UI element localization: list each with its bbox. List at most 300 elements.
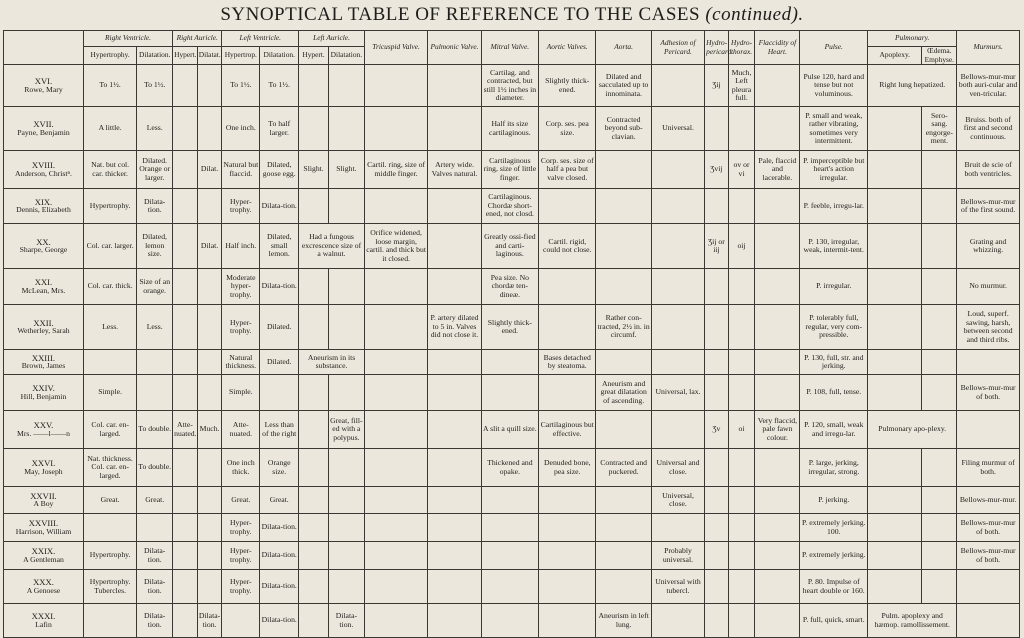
cell-adhesion [651,604,704,638]
cell-la-hypert [299,411,329,449]
cell-apoplexy [868,570,922,604]
table-row [4,449,1020,487]
cell-tricuspid [364,449,428,487]
cell-hydro-pericard [705,375,729,411]
cell-la-dilatation: Great, fill-ed with a polypus. [328,411,364,449]
cell-hydro-pericard [705,305,729,350]
cell-hydro-thorax [728,514,755,542]
cell-hydro-thorax [728,269,755,305]
cell-aortic [539,269,596,305]
cell-pulmonic [428,189,481,224]
cell-flaccidity [755,269,800,305]
cell-ra-dilatat [197,350,222,375]
cell-lv-hypertrop: Hyper-trophy. [222,542,260,570]
cell-hydro-thorax [728,449,755,487]
cell-flaccidity [755,449,800,487]
cell-ra-hypert [173,269,198,305]
case-number: XXVII. [30,490,57,501]
cell-lv-hypertrop: One inch thick. [222,449,260,487]
cell-lv-dilatation: Dilata-tion. [260,570,299,604]
cell-lv-dilatation: Dilated, goose egg. [260,151,299,189]
case-name: Hill, Benjamin [20,391,67,401]
case-number: XXIX. [31,546,56,557]
cell-la-dilatation [328,570,364,604]
cell-mitral: Cartilaginous. Chordæ short-ened, not closd. [481,189,538,224]
cell-hydro-pericard [705,542,729,570]
case-number: XXVI. [31,458,56,469]
cell-lv-dilatation: Dilata-tion. [260,514,299,542]
cell-ra-dilatat: Much. [197,411,222,449]
case-cell [4,151,84,189]
cell-mitral: Cartilaginous ring, size of little finger. [481,151,538,189]
cell-rv-hypertrophy: Col. car. en-larged. [83,411,136,449]
header-left-auricle: Left Auricle. [299,31,365,47]
cell-ra-dilatat [197,189,222,224]
cell-flaccidity [755,305,800,350]
cell-la-hypert: Slight. [299,151,329,189]
table-body [4,65,1020,638]
cell-hydro-pericard [705,604,729,638]
cell-tricuspid: Orifice widened, loose margin, cartil. and thick but it closed. [364,224,428,269]
cell-oedema [922,350,957,375]
cell-la-hypert [299,269,329,305]
header-apoplexy: Apoplexy. [868,47,922,65]
cell-pulmonary: Pulmonary apo-plexy. [868,411,957,449]
cell-rv-dilatation: Dilata-tion. [137,570,173,604]
cell-adhesion [651,411,704,449]
cell-aortic: Corp. ses. pea size. [539,107,596,151]
cell-murmurs: Grating and whizzing. [957,224,1020,269]
cell-la-dilatation: Slight. [328,151,364,189]
cell-rv-dilatation: Size of an orange. [137,269,173,305]
table-row [4,570,1020,604]
cell-la-dilatation [328,514,364,542]
cell-pulse: P. 108, full, tense. [800,375,868,411]
cell-aorta [596,411,651,449]
table-row [4,542,1020,570]
cell-murmurs: Bellows-mur-mur of both. [957,542,1020,570]
case-number: XXXI. [31,611,56,622]
cell-lv-hypertrop: Half inch. [222,224,260,269]
cell-pulse: P. large, jerking, irregular, strong. [800,449,868,487]
page-title [0,4,1024,26]
header-rv-hypertrophy: Hypertrophy. [83,47,136,65]
cell-la-hypert [299,107,329,151]
cell-pulse: P. imperceptible but heart's action irregular. [800,151,868,189]
cell-la-dilatation [328,487,364,514]
cell-la-hypert [299,375,329,411]
cell-flaccidity [755,107,800,151]
cell-mitral: Thickened and opake. [481,449,538,487]
cell-apoplexy [868,449,922,487]
cell-rv-hypertrophy: Great. [83,487,136,514]
case-cell [4,375,84,411]
cell-murmurs [957,350,1020,375]
cell-apoplexy [868,269,922,305]
cell-pulse: P. feeble, irregu-lar. [800,189,868,224]
cell-lv-dilatation: Dilata-tion. [260,269,299,305]
cell-la-hypert [299,514,329,542]
cell-ra-dilatat: Dilata-tion. [197,604,222,638]
cell-flaccidity [755,224,800,269]
table-row [4,224,1020,269]
cell-lv-dilatation: Less than of the right [260,411,299,449]
cell-adhesion [651,350,704,375]
case-cell [4,514,84,542]
cell-la-hypert [299,449,329,487]
cell-aortic [539,487,596,514]
cell-hydro-pericard [705,570,729,604]
header-la-dilatation: Dilatation. [328,47,364,65]
cell-lv-hypertrop: Hyper-trophy. [222,570,260,604]
header-right-auricle: Right Auricle. [173,31,222,47]
cell-murmurs [957,570,1020,604]
cell-ra-dilatat [197,107,222,151]
case-cell [4,224,84,269]
cell-rv-dilatation: Less. [137,305,173,350]
cell-oedema: Sero-sang. engorge-ment. [922,107,957,151]
cell-rv-hypertrophy: Col. car. thick. [83,269,136,305]
cell-aortic [539,570,596,604]
case-name: Dennis, Elizabeth [16,205,71,215]
cell-lv-hypertrop: To 1½. [222,65,260,107]
case-number: XVII. [33,119,54,130]
cell-adhesion [651,514,704,542]
cell-la-hypert [299,189,329,224]
cell-ra-hypert [173,542,198,570]
cell-aortic: Cartil. rigid, could not close. [539,224,596,269]
cell-pulmonic: Artery wide. Valves natural. [428,151,481,189]
cell-mitral: A slit a quill size. [481,411,538,449]
header-murmurs: Murmurs. [957,31,1020,65]
cell-pulmonic [428,107,481,151]
header-ra-dilatat: Dilatat. [197,47,222,65]
table-row [4,375,1020,411]
header-case [4,31,84,65]
cell-lv-hypertrop [222,604,260,638]
cell-pulmonary: Right lung hepatized. [868,65,957,107]
cell-aortic: Bases detached by steatoma. [539,350,596,375]
cell-lv-hypertrop: Great. [222,487,260,514]
cell-lv-dilatation: To 1½. [260,65,299,107]
cell-lv-hypertrop: Natural but flaccid. [222,151,260,189]
cell-tricuspid [364,269,428,305]
header-aorta: Aorta. [596,31,651,65]
cell-tricuspid [364,487,428,514]
cell-mitral: Pea size. No chordæ ten-dineæ. [481,269,538,305]
cell-hydro-thorax [728,305,755,350]
cell-adhesion [651,269,704,305]
header-lv-hypertrop: Hypertrop. [222,47,260,65]
cell-rv-hypertrophy: Hypertrophy. [83,189,136,224]
cell-tricuspid [364,514,428,542]
cell-murmurs: No murmur. [957,269,1020,305]
cell-la-dilatation [328,305,364,350]
cell-tricuspid [364,411,428,449]
cell-oedema [922,189,957,224]
header-flaccidity: Flaccidity of Heart. [755,31,800,65]
cell-murmurs [957,604,1020,638]
cell-rv-hypertrophy [83,604,136,638]
header-left-ventricle: Left Ventricle. [222,31,299,47]
case-name: Rowe, Mary [24,84,63,94]
cell-rv-hypertrophy: Simple. [83,375,136,411]
cell-ra-dilatat [197,65,222,107]
title-text: SYNOPTICAL TABLE OF REFERENCE TO THE CASES [220,4,701,25]
case-name: Payne, Benjamin [17,127,70,137]
cell-lv-hypertrop: One inch. [222,107,260,151]
cell-ra-hypert [173,151,198,189]
case-number: XX. [36,236,51,247]
cell-adhesion: Universal and close. [651,449,704,487]
cell-rv-hypertrophy: Nat. but col. car. thicker. [83,151,136,189]
cell-aorta: Aneurism and great dilatation of ascending. [596,375,651,411]
cell-rv-hypertrophy: Less. [83,305,136,350]
cell-pulmonic [428,375,481,411]
cell-pulmonic [428,449,481,487]
cell-aortic: Cartilaginous but effective. [539,411,596,449]
cell-hydro-pericard [705,269,729,305]
cell-la-dilatation [328,375,364,411]
cell-mitral: Half its size cartilaginous. [481,107,538,151]
cell-murmurs: Bellows-mur-mur of both. [957,514,1020,542]
cell-ra-hypert [173,375,198,411]
cell-ra-dilatat [197,375,222,411]
cell-pulse: P. small and weak, rather vibrating, sometimes very intermittent. [800,107,868,151]
cell-oedema [922,375,957,411]
cell-hydro-thorax [728,350,755,375]
case-number: XXII. [33,317,54,328]
cell-rv-hypertrophy [83,514,136,542]
cell-oedema [922,305,957,350]
cell-murmurs: Bruit de scie of both ventricles. [957,151,1020,189]
cell-rv-dilatation: Great. [137,487,173,514]
cell-hydro-pericard: Ʒij [705,65,729,107]
header-pulmonary: Pulmonary. [868,31,957,47]
table-row [4,350,1020,375]
cell-flaccidity [755,514,800,542]
cell-adhesion: Universal. [651,107,704,151]
cell-la-hypert [299,65,329,107]
cell-oedema [922,542,957,570]
cell-aorta: Contracted beyond sub-clavian. [596,107,651,151]
cell-rv-dilatation: Less. [137,107,173,151]
header-hydro-thorax: Hydro-thorax. [728,31,755,65]
cell-oedema [922,151,957,189]
cell-aortic [539,542,596,570]
cell-pulmonic: P. artery dilated to 5 in. Valves did not close it. [428,305,481,350]
case-number: XXVIII. [28,518,59,529]
cell-tricuspid [364,570,428,604]
cell-murmurs: Loud, superf. sawing, harsh, between second and third ribs. [957,305,1020,350]
cell-apoplexy [868,350,922,375]
cell-la-dilatation [328,269,364,305]
cell-hydro-pericard [705,189,729,224]
cell-lv-hypertrop: Atte-nuated. [222,411,260,449]
cell-mitral [481,487,538,514]
cell-lv-hypertrop: Moderate hyper-trophy. [222,269,260,305]
cell-rv-dilatation: To double. [137,449,173,487]
cell-mitral [481,542,538,570]
cell-aortic [539,375,596,411]
title-continued: (continued). [705,4,804,25]
cell-pulmonic [428,487,481,514]
cell-rv-hypertrophy: To 1½. [83,65,136,107]
cell-aorta [596,350,651,375]
cell-ra-dilatat [197,542,222,570]
cell-rv-hypertrophy: A little. [83,107,136,151]
case-cell [4,305,84,350]
cell-rv-dilatation: Dilated, lemon size. [137,224,173,269]
cell-tricuspid [364,65,428,107]
cell-rv-hypertrophy [83,350,136,375]
cell-tricuspid [364,375,428,411]
header-oedema: Œdema. Emphyse. [922,47,957,65]
cell-aorta [596,514,651,542]
case-name: Sharpe, George [19,245,68,255]
cell-aortic: Denuded bone, pea size. [539,449,596,487]
cell-oedema [922,487,957,514]
cell-adhesion [651,305,704,350]
cell-ra-hypert [173,487,198,514]
case-cell [4,350,84,375]
cell-la-hypert [299,570,329,604]
cell-ra-hypert [173,224,198,269]
table-row [4,151,1020,189]
cell-pulse: P. full, quick, smart. [800,604,868,638]
cell-hydro-pericard [705,487,729,514]
cell-mitral [481,375,538,411]
cell-adhesion [651,224,704,269]
cell-ra-dilatat [197,487,222,514]
cell-murmurs: Bellows-mur-mur both auri-cular and ven-tricular. [957,65,1020,107]
case-number: XVIII. [31,160,56,171]
cell-adhesion [651,189,704,224]
cell-aorta: Contracted and puckered. [596,449,651,487]
cell-ra-dilatat [197,570,222,604]
cell-hydro-thorax [728,375,755,411]
case-name: Harrison, William [15,526,72,536]
table-row [4,487,1020,514]
cell-rv-dilatation: Dilata-tion. [137,604,173,638]
cell-hydro-pericard: Ʒvij [705,151,729,189]
cell-rv-dilatation [137,375,173,411]
cell-aorta [596,570,651,604]
cell-murmurs [957,411,1020,449]
case-cell [4,269,84,305]
cell-hydro-thorax [728,487,755,514]
cell-ra-hypert: Atte-nuated. [173,411,198,449]
cell-aortic [539,189,596,224]
cell-la-hypert [299,604,329,638]
cell-murmurs: Bruiss. both of first and second continuous. [957,107,1020,151]
header-adhesion: Adhesion of Pericard. [651,31,704,65]
cell-murmurs: Bellows-mur-mur of both. [957,375,1020,411]
cell-ra-dilatat [197,514,222,542]
cell-rv-dilatation: To 1½. [137,65,173,107]
cell-ra-hypert [173,514,198,542]
cell-tricuspid [364,189,428,224]
cell-rv-dilatation: To double. [137,411,173,449]
cell-hydro-thorax [728,107,755,151]
cell-pulse: P. jerking. [800,487,868,514]
cell-flaccidity [755,542,800,570]
case-number: XVI. [34,76,53,87]
cell-apoplexy [868,107,922,151]
cell-la-hypert [299,305,329,350]
cell-pulmonic [428,542,481,570]
case-name: A Boy [33,499,54,509]
cell-hydro-thorax: oij [728,224,755,269]
cell-ra-dilatat [197,449,222,487]
table-row [4,514,1020,542]
cell-pulse: P. 120, small, weak and irregu-lar. [800,411,868,449]
cell-flaccidity [755,604,800,638]
case-cell [4,65,84,107]
cell-tricuspid [364,350,428,375]
cell-flaccidity [755,375,800,411]
cell-pulse: P. 130, irregular, weak, intermit-tent. [800,224,868,269]
cell-pulse: P. irregular. [800,269,868,305]
cell-flaccidity [755,189,800,224]
cell-pulse: P. extremely jerking. [800,542,868,570]
cell-pulse: Pulse 120, hard and tense but not voluminous. [800,65,868,107]
cell-hydro-pericard [705,514,729,542]
cell-apoplexy [868,487,922,514]
case-cell [4,542,84,570]
cell-ra-dilatat [197,305,222,350]
cell-oedema [922,570,957,604]
cell-lv-dilatation: Dilated. [260,305,299,350]
cell-lv-hypertrop: Hyper-trophy. [222,189,260,224]
case-name: Mrs. ——l——n [16,428,70,438]
cell-adhesion: Probably universal. [651,542,704,570]
cell-pulmonic [428,350,481,375]
cell-apoplexy [868,224,922,269]
table-row [4,604,1020,638]
header-right-ventricle: Right Ventricle. [83,31,172,47]
cell-ra-hypert [173,65,198,107]
cell-adhesion: Universal, lax. [651,375,704,411]
header-tricuspid: Tricuspid Valve. [364,31,428,65]
cell-hydro-pericard: Ʒij or iij [705,224,729,269]
cell-pulse: P. 80. Impulse of heart double or 160. [800,570,868,604]
cell-left-auricle: Aneurism in its substance. [299,350,365,375]
cell-lv-dilatation [260,375,299,411]
cell-mitral: Cartilag. and contracted, but still 1½ inches in diameter. [481,65,538,107]
cell-lv-dilatation: Orange size. [260,449,299,487]
cell-rv-dilatation: Dilata-tion. [137,189,173,224]
case-name: Brown, James [21,361,66,371]
cell-aortic: Slightly thick-ened. [539,65,596,107]
cell-pulse: P. tolerably full, regular, very com-pressible. [800,305,868,350]
cell-tricuspid [364,107,428,151]
case-name: Anderson, Christⁿ. [15,168,72,178]
cell-pulmonic [428,604,481,638]
cell-ra-hypert [173,107,198,151]
cell-pulmonic [428,65,481,107]
cell-aorta [596,189,651,224]
cell-flaccidity: Very flaccid, pale fawn colour. [755,411,800,449]
case-cell [4,449,84,487]
case-number: XXIV. [32,383,55,394]
cell-mitral: Greatly ossi-fied and carti-laginous. [481,224,538,269]
cell-hydro-thorax [728,189,755,224]
case-cell [4,604,84,638]
cell-aorta [596,269,651,305]
cell-pulmonic [428,269,481,305]
cell-la-hypert [299,542,329,570]
